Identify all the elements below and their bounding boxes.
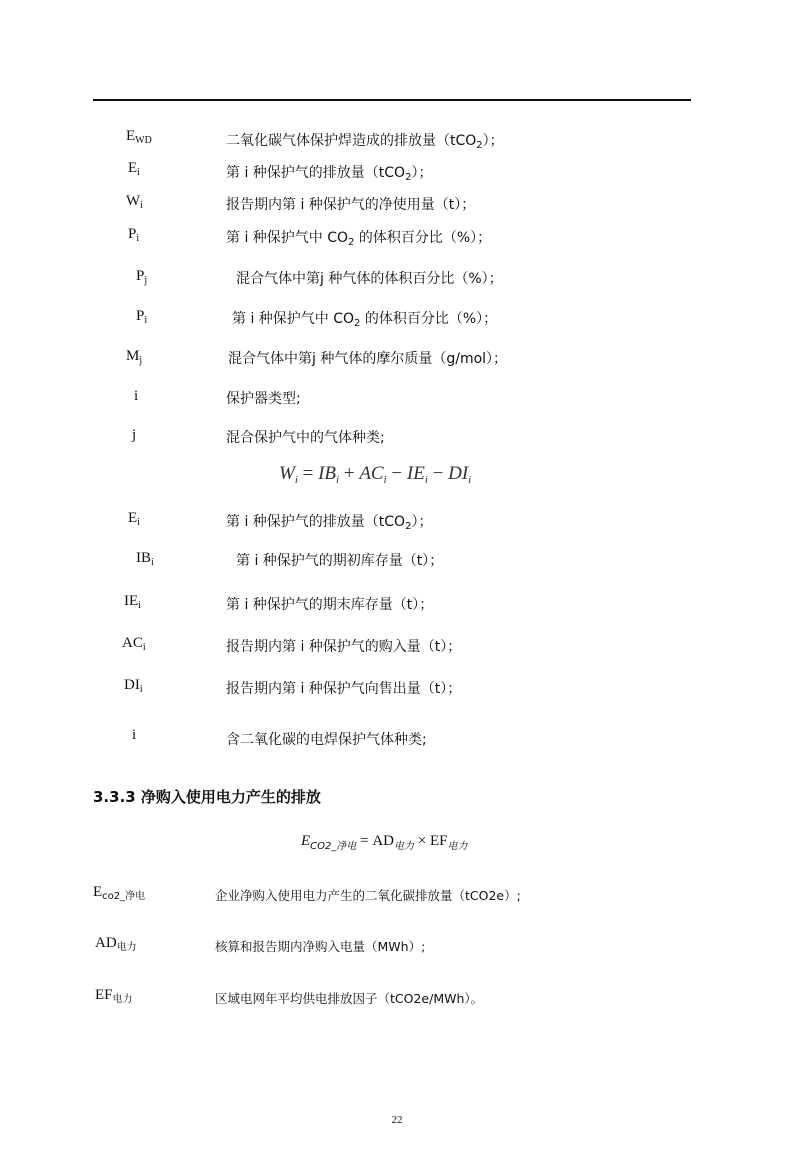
section-heading: 3.3.3 净购入使用电力产生的排放 xyxy=(93,788,321,806)
definition-P-j: 混合气体中第j 种气体的体积百分比（%）； xyxy=(236,271,503,287)
definition-j: 混合保护气中的气体种类; xyxy=(226,430,385,446)
definition-AD: 核算和报告期内净购入电量（MWh）; xyxy=(215,939,426,954)
symbol-P-i-2: $P_i$ xyxy=(136,308,148,326)
symbol-EF: $EF_{电力}$ xyxy=(95,987,133,1005)
electricity-emission-formula: $E_{CO2\_净电} = AD_{电力} \times EF_{电力}$ xyxy=(301,833,468,852)
symbol-E-co2: $E_{co2\_净电}$ xyxy=(93,884,146,902)
definition-P-i: 第 i 种保护气中 $CO_2$ 的体积百分比（%）； xyxy=(226,230,492,248)
symbol-E-i-2: $E_i$ xyxy=(128,510,140,528)
symbol-IE-i: $IE_i$ xyxy=(124,593,141,611)
definition-E-co2: 企业净购入使用电力产生的二氧化碳排放量（tCO2e）; xyxy=(215,888,521,903)
symbol-M-j: $M_j$ xyxy=(126,348,143,366)
symbol-E-WD: $E_{WD}$ xyxy=(126,128,152,146)
definition-EF: 区域电网年平均供电排放因子（tCO2e/MWh）。 xyxy=(215,991,484,1006)
symbol-j: j xyxy=(132,427,137,443)
definition-i-2: 含二氧化碳的电焊保护气体种类; xyxy=(226,732,427,748)
definition-IE-i: 第 i 种保护气的期末库存量（t）； xyxy=(226,597,434,613)
definition-AC-i: 报告期内第 i 种保护气的购入量（t）； xyxy=(226,639,462,655)
definition-E-WD: 二氧化碳气体保护焊造成的排放量（tCO$_2$）； xyxy=(226,133,504,151)
symbol-AD: $AD_{电力}$ xyxy=(95,935,137,953)
definition-W-i: 报告期内第 i 种保护气的净使用量（t）； xyxy=(226,197,476,213)
page-number: 22 xyxy=(391,1114,403,1126)
symbol-i: i xyxy=(134,388,139,404)
symbol-DI-i: $DI_i$ xyxy=(124,677,143,695)
symbol-IB-i: $IB_i$ xyxy=(136,550,154,568)
net-usage-formula: $W_i = IB_i + AC_i - IE_i - DI_i$ xyxy=(279,463,472,486)
definition-P-i-2: 第 i 种保护气中 $CO_2$ 的体积百分比（%）； xyxy=(232,311,498,329)
definition-i: 保护器类型; xyxy=(226,391,301,407)
symbol-P-i: $P_i$ xyxy=(128,226,140,244)
symbol-i-2: i xyxy=(132,727,137,743)
symbol-E-i: $E_i$ xyxy=(128,160,140,178)
symbol-P-j: $P_j$ xyxy=(136,268,148,286)
definition-M-j: 混合气体中第j 种气体的摩尔质量（g/mol）； xyxy=(228,351,508,367)
definition-DI-i: 报告期内第 i 种保护气向售出量（t）； xyxy=(226,681,462,697)
symbol-AC-i: $AC_i$ xyxy=(122,635,146,653)
definition-IB-i: 第 i 种保护气的期初库存量（t）； xyxy=(236,553,444,569)
symbol-W-i: $W_i$ xyxy=(126,193,143,211)
definition-E-i-2: 第 i 种保护气的排放量（tCO$_2$）； xyxy=(226,514,433,532)
header-rule xyxy=(93,99,691,101)
definition-E-i: 第 i 种保护气的排放量（tCO$_2$）； xyxy=(226,165,433,183)
